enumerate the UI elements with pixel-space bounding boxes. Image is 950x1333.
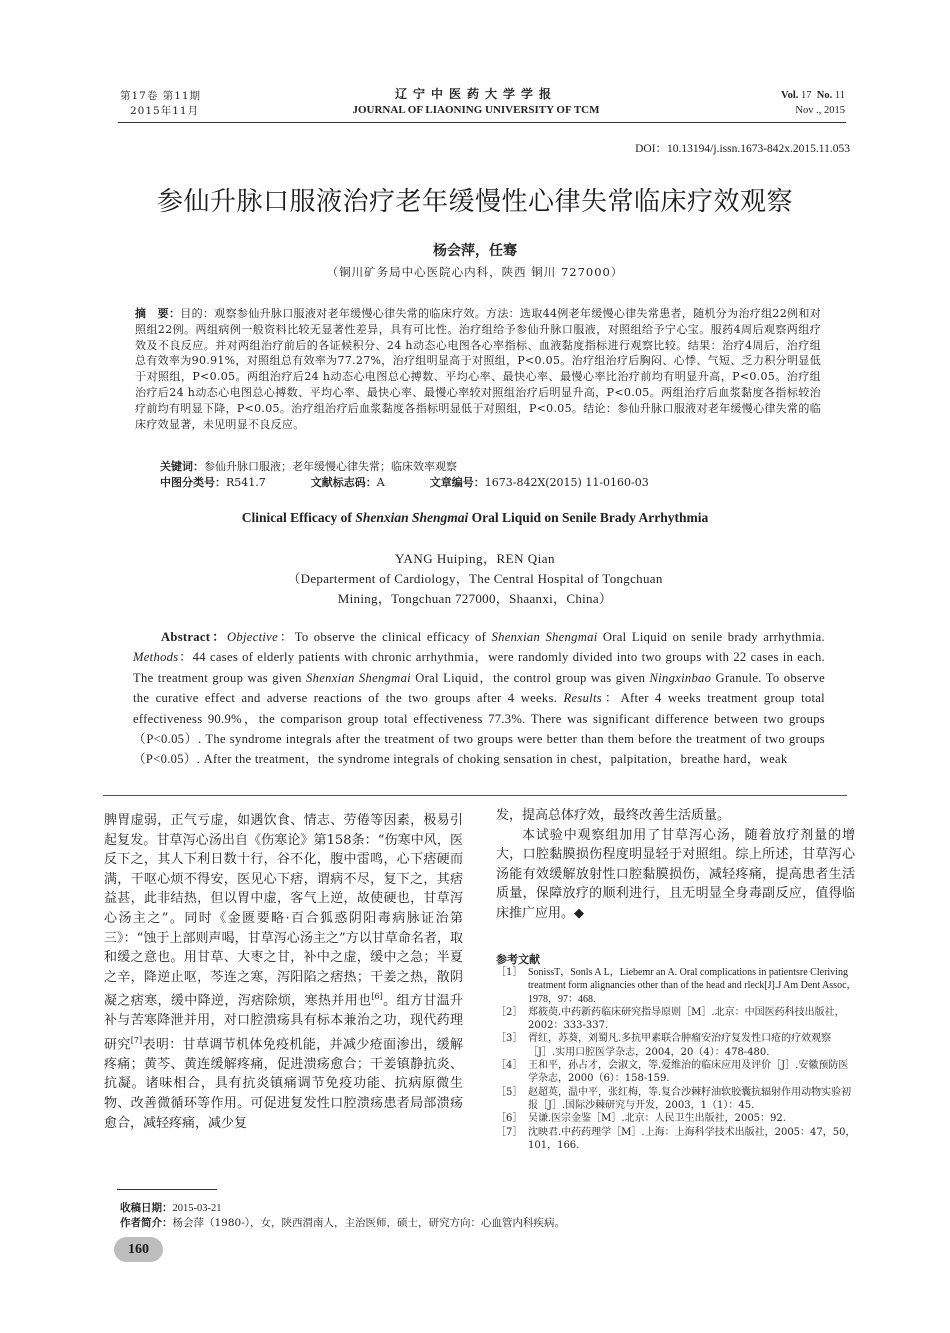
body-text: 。组方甘温升补与苦寒降泄并用，对口腔溃疡具有标本兼治之功，现代药理研究 (104, 993, 463, 1053)
header-date-en: Nov ., 2015 (795, 105, 845, 116)
affiliation-cn: （铜川矿务局中心医院心内科，陕西 铜川 727000） (326, 265, 624, 279)
reference-text: 吴谦.医宗金鉴［M］.北京：人民卫生出版社，2005：92. (528, 1113, 786, 1125)
header-volume-cn: 第17卷 第11期 (120, 90, 202, 102)
drug-name: Shenxian Shengmai (306, 670, 411, 685)
author-bio (120, 1215, 565, 1230)
title-en-part: Clinical Efficacy of (241, 510, 356, 525)
received-date (120, 1200, 222, 1215)
abstract-en-text: Granule. To observe the curative effect and adverse reactions of the two groups after 4 weeks. (133, 670, 825, 706)
doi: DOI：10.13194/j.issn.1673-842x.2015.11.053 (635, 143, 850, 155)
citation-7: [7] (130, 1035, 143, 1045)
reference-item (496, 1006, 858, 1033)
abstract-cn-label: 摘 要： (135, 307, 181, 320)
abstract-cn-text: 目的：观察参仙升脉口服液对老年缓慢心律失常的临床疗效。方法：选取44例老年缓慢心律失常患者，随机分为治疗组22例和对照组22例。两组病例一般资料比较无显著性差异，具有可比性。治疗组给予参仙升脉口服液，对照组给予宁心宝。服药4周后观察两组疗效及不良反应。并对两组治疗前后的各证候积分、24 h动态心电图各心率指标、血液黏度指标进行观察比较。结果：治疗4周后，治疗组总有效率为90.91%，对照组总有效率为77.27%，治疗组明显高于对照组，P<0.05。治疗组治疗后胸闷、心悸、气短、乏力积分明显低于对照组，P<0.05。两组治疗后24 h动态心电图总心搏数、平均心率、最快心率、最慢心率比治疗前均有明显升高，P<0.05。治疗组治疗后24 h动态心电图总心搏数、平均心率、最快心率、最慢心率较对照组治疗后明显升高，P<0.05。两组治疗后血浆黏度各指标较治疗前均有明显下降，P<0.05。治疗组治疗后血浆黏度各指标明显低于对照组，P<0.05。结论：参仙升脉口服液对老年缓慢心律失常的临床疗效显著，未见明显不良反应。 (135, 307, 821, 431)
reference-text: 王和平，孙占才，会淑文，等.爱维治的临床应用及评价［J］.安徽预防医学杂志，2000（6）：158-159. (528, 1060, 849, 1085)
header-divider (118, 122, 846, 123)
journal-name-cn: 辽宁中医药大学学报 (394, 87, 557, 101)
reference-text: SonissT，Sonls A L，Liebemr an A. Oral complications in patientsre Cleriving treatment form alignancies other than of the head and rleck[J].J Am Dent Assoc，1978，97：468. (528, 967, 857, 1005)
reference-text: 胥红，苏葵，刘蜀凡.多抗甲素联合肿瘤安治疗复发性口疮的疗效观察［J］.实用口腔医学杂志，2004，20（4）：478-480. (528, 1033, 832, 1058)
reference-number: ［6］ (496, 1113, 523, 1125)
abstract-cn (135, 306, 821, 432)
reference-number: ［2］ (496, 1006, 523, 1018)
body-text: 表明：甘草调节机体免疫机能，并减少疮面渗出，缓解疼痛；黄芩、黄连缓解疼痛，促进溃疡愈合；干姜镇静抗炎、抗凝。诸味相合，具有抗炎镇痛调节免疫功能、抗病原微生物、改善微循环等作用。可促进复发性口腔溃疡患者局部溃疡愈合，减轻疼痛，减少复 (104, 1037, 463, 1131)
reference-item (496, 1032, 858, 1059)
vol-number: 17 (801, 90, 812, 101)
reference-number: ［4］ (496, 1060, 523, 1072)
abstract-en (133, 627, 825, 770)
received-label: 收稿日期： (120, 1202, 173, 1214)
abstract-en-text: Oral Liquid，the control group was given (410, 670, 650, 685)
received-value: 2015-03-21 (172, 1203, 222, 1214)
body-column-left (104, 811, 463, 1133)
drug-name: Shenxian Shengmai (491, 630, 598, 644)
classification-line (160, 475, 820, 491)
body-column-right (496, 806, 855, 924)
abstract-en-text: Oral Liquid on senile brady arrhythmia. (597, 630, 825, 644)
issue-number: 11 (834, 90, 845, 101)
methods-label: Methods (133, 650, 179, 665)
references-list (496, 966, 858, 1152)
abstract-en-text: ：44 cases of elderly patients with chronic arrhythmia，were randomly divided into two groups with 22 cases in each. The treatment group was given (133, 650, 825, 685)
authors-en: YANG Huiping，REN Qian (395, 551, 555, 566)
reference-text: 郑筱萸.中药新药临床研究指导原则［M］.北京：中国医药科技出版社，2002：333-337. (528, 1006, 845, 1032)
reference-number: ［1］ (496, 967, 523, 978)
objective-label: Objective (227, 630, 278, 644)
article-number-label: 文章编号： (429, 476, 485, 489)
page-number: 160 (114, 1237, 163, 1262)
header-issue-info (120, 89, 280, 119)
body-paragraph: 发，提高总体疗效，最终改善生活质量。 (496, 808, 731, 823)
bio-label: 作者简介： (120, 1217, 173, 1229)
abstract-en-text: ：To observe the clinical efficacy of (277, 630, 492, 644)
reference-item (496, 1112, 858, 1125)
doc-code-value: A (376, 476, 385, 489)
body-text: 脾胃虚弱，正气亏虚，如遇饮食、情志、劳倦等因素，极易引起复发。甘草泻心汤出自《伤寒论》第158条：“伤寒中风，医反下之，其人下利日数十行，谷不化，腹中雷鸣，心下痞硬而满，干呕心烦不得安，医见心下痞，谓病不尽，复下之，其痞益甚，此非结热，但以胃中虚，客气上逆，故使硬也，甘草泻心汤主之”。同时《金匮要略·百合狐惑阴阳毒病脉证治第三》：“蚀于上部则声喝，甘草泻心汤主之”方以甘草命名者，取和缓之意也。用甘草、大枣之甘，补中之虚，缓中之急；半夏之辛，降逆止呕，芩连之寒，泻阳陷之痞热；干姜之热，散阴凝之痞寒，缓中降逆，泻痞除烦，寒热并用也 (104, 813, 463, 1009)
article-number-value: 1673-842X(2015) 11-0160-03 (484, 476, 649, 489)
keywords-cn (160, 459, 820, 475)
affiliation-en-line: （Departerment of Cardiology，The Central Hospital of Tongchuan (287, 571, 663, 586)
keywords-cn-text: 参仙升脉口服液；老年缓慢心律失常；临床效率观察 (204, 460, 457, 473)
title-en-drug: Shenxian Shengmai (355, 510, 469, 525)
header-date-cn: 2015年11月 (130, 105, 200, 117)
article-title-en (80, 510, 870, 526)
body-paragraph (496, 826, 855, 924)
reference-text: 沈映君.中药药理学［M］.上海：上海科学技术出版社，2005：47，50，101，166. (528, 1126, 856, 1151)
results-label: Results (563, 691, 602, 706)
reference-number: ［3］ (496, 1033, 523, 1045)
section-divider (103, 795, 847, 796)
reference-item (496, 1059, 858, 1086)
affiliation-en (180, 569, 770, 609)
bio-value: 杨会萍（1980-），女，陕西渭南人，主治医师，硕士，研究方向：心血管内科疾病。 (172, 1217, 566, 1229)
clc-value: R541.7 (226, 476, 266, 489)
article-title-cn: 参仙升脉口服液治疗老年缓慢性心律失常临床疗效观察 (156, 187, 793, 217)
reference-number: ［7］ (496, 1126, 523, 1138)
affiliation-en-line: Mining，Tongchuan 727000，Shaanxi，China） (337, 591, 613, 606)
reference-item (496, 1086, 858, 1113)
reference-item (496, 966, 858, 1006)
end-mark-icon: ◆ (574, 905, 585, 921)
journal-masthead (300, 86, 652, 118)
abstract-en-text: ：After 4 weeks treatment group total effectiveness 90.9%，the comparison group total effectiveness 77.3%. There was significant difference between two groups（P<0.05）. The syndrome integrals after the treatment of two groups were better than them before the treatment of two groups（P<0.05）. After the treatment，the syndrome integrals of choking sensation in chest，palpitation，breathe hard，weak (133, 691, 825, 767)
doc-code-label: 文献标志码： (310, 476, 377, 489)
body-paragraph (104, 811, 463, 1133)
authors-cn: 杨会萍，任骞 (433, 243, 517, 259)
journal-name-en: JOURNAL OF LIAONING UNIVERSITY OF TCM (352, 104, 600, 116)
clc-label: 中图分类号： (160, 476, 226, 489)
abstract-en-label: Abstract： (161, 630, 228, 644)
keywords-cn-label: 关键词： (160, 460, 204, 473)
no-label: No. (816, 90, 833, 101)
vol-label: Vol. (780, 90, 799, 101)
footnote-divider (117, 1189, 217, 1190)
body-text: 本试验中观察组加用了甘草泻心汤，随着放疗剂量的增大，口腔黏膜损伤程度明显轻于对照组。综上所述，甘草泻心汤能有效缓解放射性口腔黏膜损伤，减轻疼痛，提高患者生活质量，保障放疗的顺利进行，且无明显全身毒副反应，值得临床推广应用。 (496, 827, 855, 921)
title-en-part: Oral Liquid on Senile Brady Arrhythmia (468, 510, 709, 525)
header-volume-en (700, 88, 845, 118)
citation-6: [6] (371, 992, 383, 1002)
reference-text: 赵超英，温中平，张红梅，等.复合沙棘籽油软胶囊抗辐射作用动物实验初报［J］.国际沙棘研究与开发，2003，1（1）：45. (528, 1086, 852, 1111)
reference-item (496, 1126, 858, 1153)
reference-number: ［5］ (496, 1086, 523, 1098)
control-drug-name: Ningxinbao (649, 670, 712, 685)
references-heading: 参考文献 (496, 953, 540, 966)
